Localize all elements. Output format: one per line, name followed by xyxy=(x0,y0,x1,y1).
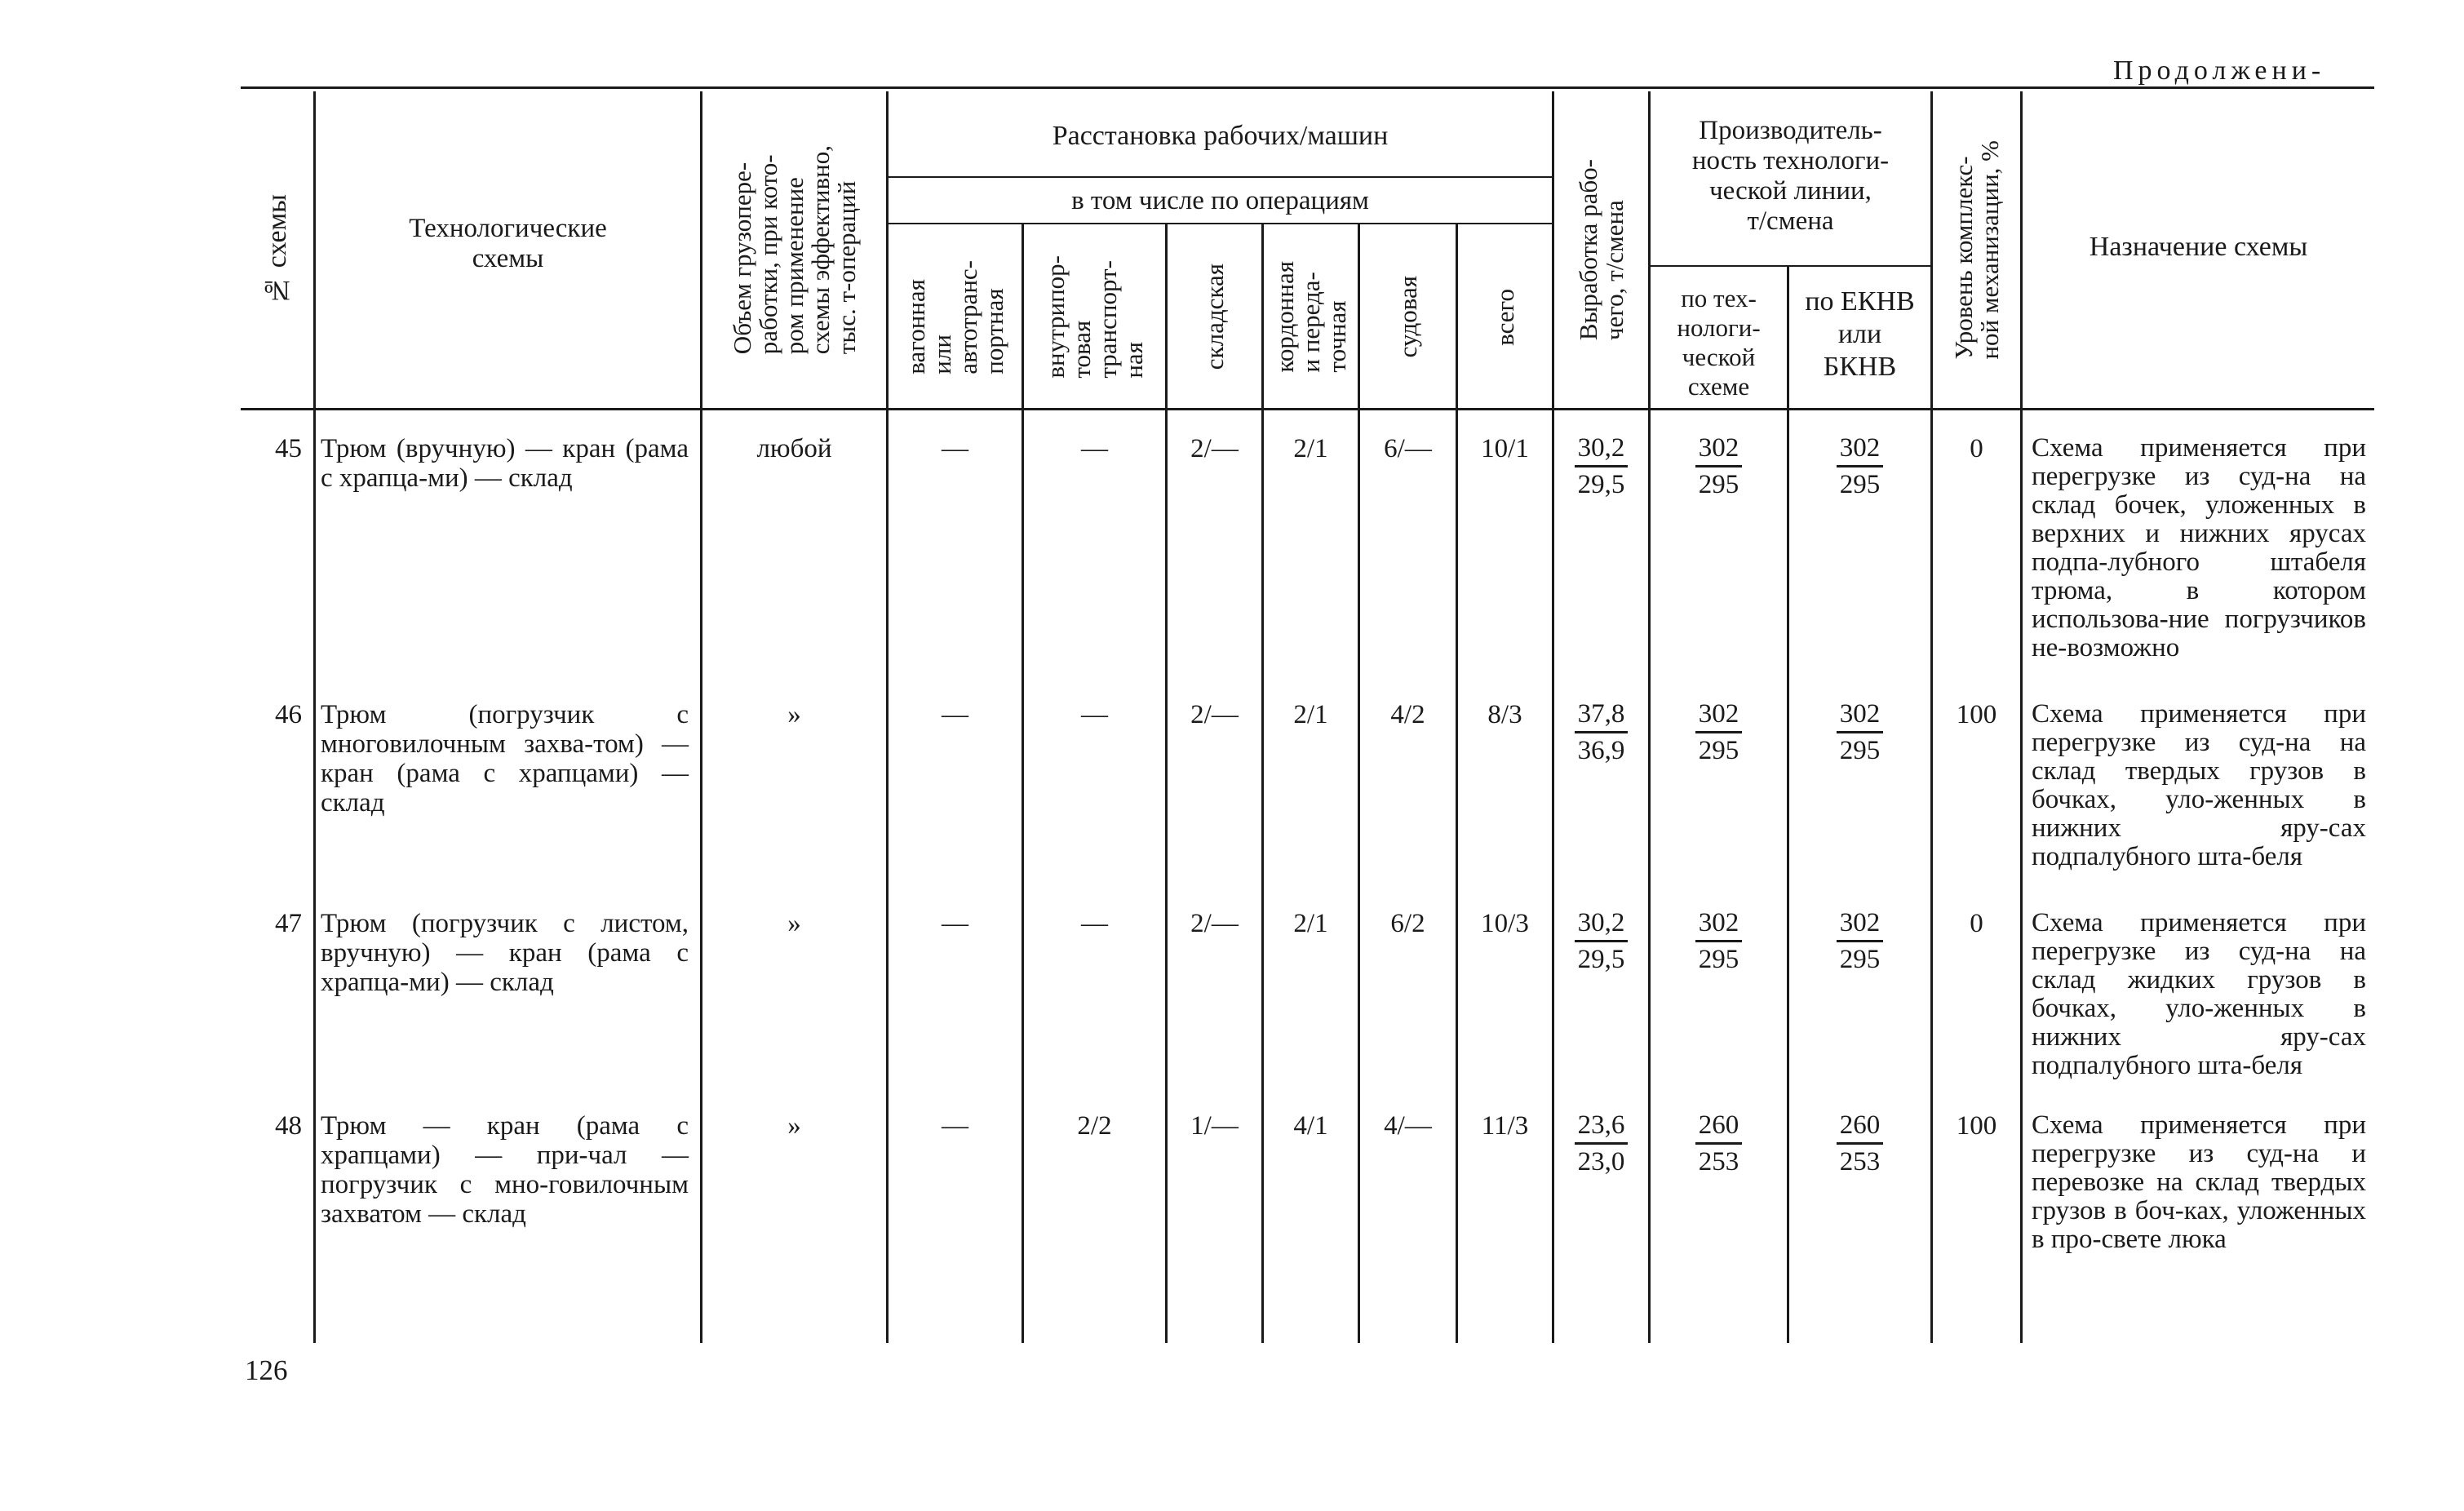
cell-scheme-number: 47 xyxy=(275,909,302,938)
cell-wagon: — xyxy=(942,700,968,729)
cell-mech-level: 0 xyxy=(1970,434,1983,463)
cell-volume: любой xyxy=(756,434,832,463)
cell-output-fraction-denominator: 23,0 xyxy=(1577,1147,1625,1176)
cell-scheme-productivity xyxy=(1651,907,1787,975)
header-wagon: вагонная или автотранс- портная xyxy=(901,259,1008,374)
cell-output-fraction xyxy=(1554,698,1648,766)
cell-wagon: — xyxy=(942,909,968,938)
cell-eknv-productivity-denominator: 295 xyxy=(1839,945,1881,974)
continuation-label: Продолжени- xyxy=(2113,55,2326,86)
cell-output-fraction-numerator: 23,6 xyxy=(1575,1110,1629,1145)
cell-eknv-productivity-numerator: 302 xyxy=(1837,698,1884,733)
header-by-eknv: по ЕКНВ или БКНВ xyxy=(1805,286,1915,382)
cell-purpose: Схема применяется при перегрузке из суд-на на склад жидких грузов в бочках, уло-женных в нижних яру-сах подпалубного шта-беля xyxy=(2032,908,2366,1080)
cell-ship: 6/2 xyxy=(1390,909,1425,938)
cell-warehouse: 2/— xyxy=(1190,909,1239,938)
cell-scheme-productivity-denominator: 295 xyxy=(1698,736,1739,765)
cell-cordon: 2/1 xyxy=(1293,434,1328,463)
cell-ship: 4/— xyxy=(1384,1111,1432,1141)
header-bottom-rule xyxy=(241,408,2374,410)
cell-purpose: Схема применяется при перегрузке из суд-на на склад твердых грузов в бочках, уло-женных в нижних яру-сах подпалубного шта-беля xyxy=(2032,699,2366,871)
cell-scheme-productivity xyxy=(1651,432,1787,500)
cell-purpose: Схема применяется при перегрузке из суд-на и перевозке на склад твердых грузов в боч-ках, уложенных в про-свете люка xyxy=(2032,1110,2366,1254)
header-output: Выработка рабо- чего, т/смена xyxy=(1573,158,1629,341)
header-by-scheme: по тех- нологи- ческой схеме xyxy=(1677,284,1761,401)
cell-total: 8/3 xyxy=(1487,700,1522,729)
cell-cordon: 2/1 xyxy=(1293,909,1328,938)
col-line-13 xyxy=(2020,91,2023,1343)
cell-eknv-productivity-denominator: 295 xyxy=(1839,736,1881,765)
cell-output-fraction-denominator: 29,5 xyxy=(1577,945,1625,974)
cell-eknv-productivity xyxy=(1789,432,1930,500)
header-internal: внутрипор- товая транспорт- ная xyxy=(1040,255,1148,379)
cell-scheme-number: 45 xyxy=(275,434,302,463)
cell-scheme-productivity-denominator: 295 xyxy=(1698,945,1739,974)
cell-purpose: Схема применяется при перегрузке из суд-на на склад бочек, уложенных в верхних и нижних ярусах подпа-лубного штабеля трюма, в котором использова-ние погрузчиков не-возможно xyxy=(2032,433,2366,662)
header-incl-ops: в том числе по операциям xyxy=(1071,186,1369,215)
cell-total: 11/3 xyxy=(1481,1111,1529,1141)
cell-technology: Трюм (вручную) — кран (рама с храпца-ми) — склад xyxy=(321,434,689,493)
cell-technology: Трюм — кран (рама с храпцами) — при-чал — погрузчик с мно-говилочным захватом — склад xyxy=(321,1111,689,1229)
cell-scheme-productivity xyxy=(1651,698,1787,766)
cell-eknv-productivity-numerator: 302 xyxy=(1837,432,1884,467)
cell-mech-level: 100 xyxy=(1956,1111,1997,1141)
cell-scheme-productivity-denominator: 253 xyxy=(1698,1147,1739,1176)
productivity-subrule xyxy=(1650,265,1932,267)
cell-scheme-productivity xyxy=(1651,1110,1787,1177)
cell-volume: » xyxy=(787,700,801,729)
cell-scheme-productivity-numerator: 302 xyxy=(1695,907,1743,942)
cell-internal: 2/2 xyxy=(1077,1111,1112,1141)
page-number: 126 xyxy=(245,1354,288,1386)
cell-output-fraction-numerator: 30,2 xyxy=(1575,907,1629,942)
cell-wagon: — xyxy=(942,434,968,463)
cell-eknv-productivity-numerator: 260 xyxy=(1837,1110,1884,1145)
cell-eknv-productivity-denominator: 295 xyxy=(1839,470,1881,499)
header-purpose: Назначение схемы xyxy=(2089,232,2308,262)
cell-eknv-productivity-denominator: 253 xyxy=(1839,1147,1881,1176)
header-tech: Технологические схемы xyxy=(409,214,607,273)
header-cordon: кордонная и переда- точная xyxy=(1270,261,1351,373)
cell-total: 10/1 xyxy=(1481,434,1529,463)
cell-scheme-productivity-numerator: 260 xyxy=(1695,1110,1743,1145)
cell-volume: » xyxy=(787,909,801,938)
cell-eknv-productivity xyxy=(1789,907,1930,975)
cell-total: 10/3 xyxy=(1481,909,1529,938)
cell-internal: — xyxy=(1081,909,1108,938)
cell-ship: 4/2 xyxy=(1390,700,1425,729)
cell-eknv-productivity xyxy=(1789,1110,1930,1177)
header-num: № схемы xyxy=(261,194,292,305)
cell-technology: Трюм (погрузчик с многовилочным захва-том) — кран (рама с храпцами) — склад xyxy=(321,700,689,818)
header-total: всего xyxy=(1490,288,1519,346)
cell-scheme-productivity-denominator: 295 xyxy=(1698,470,1739,499)
cell-volume: » xyxy=(787,1111,801,1141)
ops-subrule xyxy=(888,223,1553,224)
table-top-rule xyxy=(241,86,2374,89)
cell-output-fraction xyxy=(1554,907,1648,975)
cell-output-fraction-numerator: 30,2 xyxy=(1575,432,1629,467)
cell-scheme-number: 48 xyxy=(275,1111,302,1141)
cell-output-fraction xyxy=(1554,432,1648,500)
col-line-11 xyxy=(1787,267,1789,1343)
header-warehouse: складская xyxy=(1199,264,1229,370)
cell-warehouse: 2/— xyxy=(1190,434,1239,463)
cell-output-fraction-numerator: 37,8 xyxy=(1575,698,1629,733)
cell-scheme-productivity-numerator: 302 xyxy=(1695,698,1743,733)
cell-ship: 6/— xyxy=(1384,434,1432,463)
cell-cordon: 2/1 xyxy=(1293,700,1328,729)
cell-scheme-number: 46 xyxy=(275,700,302,729)
col-line-1 xyxy=(313,91,316,1343)
cell-mech-level: 0 xyxy=(1970,909,1983,938)
placement-subrule xyxy=(888,176,1553,178)
header-mech-level: Уровень комплекс- ной механизации, % xyxy=(1948,140,2004,360)
cell-output-fraction xyxy=(1554,1110,1648,1177)
cell-eknv-productivity xyxy=(1789,698,1930,766)
cell-technology: Трюм (погрузчик с листом, вручную) — кран (рама с храпца-ми) — склад xyxy=(321,909,689,997)
cell-output-fraction-denominator: 36,9 xyxy=(1577,736,1625,765)
cell-internal: — xyxy=(1081,700,1108,729)
header-productivity: Производитель- ность технологи- ческой линии, т/смена xyxy=(1691,116,1890,236)
cell-internal: — xyxy=(1081,434,1108,463)
header-volume: Объем грузопере- работки, при кото- ром применение схемы эффективно, тыс. т-операций xyxy=(727,144,861,355)
cell-mech-level: 100 xyxy=(1956,700,1997,729)
cell-scheme-productivity-numerator: 302 xyxy=(1695,432,1743,467)
header-placement: Расстановка рабочих/машин xyxy=(1052,121,1389,151)
cell-wagon: — xyxy=(942,1111,968,1141)
cell-warehouse: 2/— xyxy=(1190,700,1239,729)
cell-eknv-productivity-numerator: 302 xyxy=(1837,907,1884,942)
header-ship: судовая xyxy=(1393,276,1422,358)
cell-warehouse: 1/— xyxy=(1190,1111,1239,1141)
cell-cordon: 4/1 xyxy=(1293,1111,1328,1141)
cell-output-fraction-denominator: 29,5 xyxy=(1577,470,1625,499)
